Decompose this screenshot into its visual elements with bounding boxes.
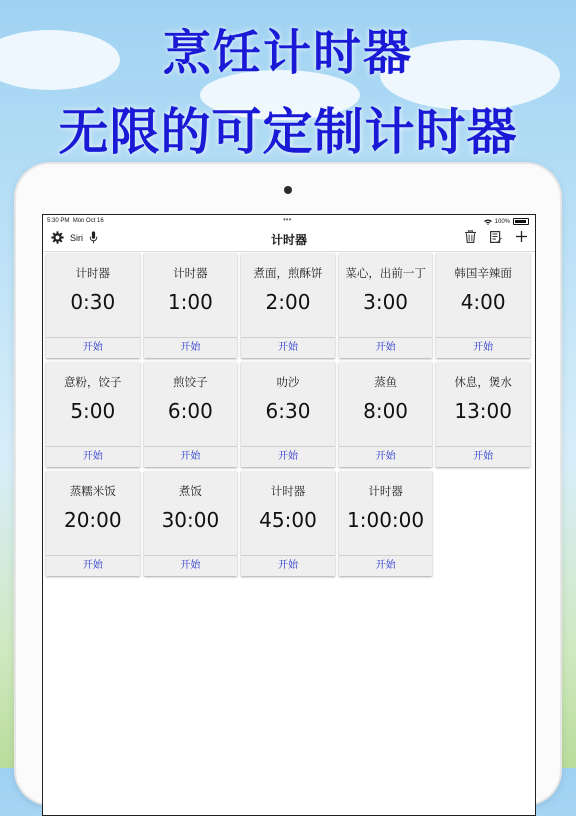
start-button[interactable]: 开始 <box>339 337 433 358</box>
camera-icon <box>284 186 292 194</box>
timer-card[interactable] <box>436 362 530 467</box>
timer-duration: 8:00 <box>363 399 409 423</box>
timer-card[interactable] <box>46 362 140 467</box>
status-time-date <box>47 218 104 224</box>
timer-duration: 0:30 <box>70 290 116 314</box>
timer-duration: 2:00 <box>265 290 311 314</box>
ipad-frame <box>16 164 560 804</box>
siri-label[interactable]: Siri <box>70 232 83 243</box>
timer-name: 计时器 <box>75 266 111 280</box>
nav-right-group <box>465 230 527 243</box>
timer-duration: 4:00 <box>460 290 506 314</box>
battery-icon <box>513 218 529 225</box>
timer-duration: 3:00 <box>363 290 409 314</box>
start-button[interactable]: 开始 <box>339 555 433 576</box>
timer-card[interactable] <box>241 471 335 576</box>
timer-duration: 6:30 <box>265 399 311 423</box>
timer-name: 休息，煲水 <box>454 375 512 389</box>
timer-name: 煎饺子 <box>173 375 208 389</box>
timer-duration: 45:00 <box>259 508 317 532</box>
timer-card[interactable] <box>339 471 433 576</box>
edit-icon[interactable] <box>490 231 502 243</box>
status-date: Mon Oct 16 <box>72 218 104 224</box>
start-button[interactable]: 开始 <box>241 446 335 467</box>
nav-bar <box>43 227 535 252</box>
timer-name: 韩国辛辣面 <box>454 266 512 280</box>
timer-card[interactable] <box>241 362 335 467</box>
timer-duration: 5:00 <box>70 399 116 423</box>
start-button[interactable]: 开始 <box>46 555 140 576</box>
promo-subtitle: 无限的可定制计时器 <box>58 103 518 161</box>
start-button[interactable]: 开始 <box>144 337 238 358</box>
start-button[interactable]: 开始 <box>46 337 140 358</box>
timer-name: 蒸糯米饭 <box>69 484 116 498</box>
start-button[interactable]: 开始 <box>241 555 335 576</box>
timer-card[interactable] <box>144 253 238 358</box>
page-title: 计时器 <box>270 233 307 247</box>
promo-title: 烹饪计时器 <box>162 25 413 81</box>
plus-icon[interactable] <box>516 231 527 242</box>
start-button[interactable]: 开始 <box>241 337 335 358</box>
app-screen <box>42 214 536 816</box>
status-right <box>484 218 529 225</box>
status-bar <box>43 215 535 227</box>
timer-name: 煮面，煎酥饼 <box>253 266 323 280</box>
timer-card[interactable] <box>144 471 238 576</box>
start-button[interactable]: 开始 <box>339 446 433 467</box>
timer-grid <box>46 253 530 576</box>
status-time: 5:30 PM <box>47 218 70 224</box>
timer-name: 菜心，出前一丁 <box>345 266 426 280</box>
start-button[interactable]: 开始 <box>436 446 530 467</box>
timer-card[interactable] <box>436 253 530 358</box>
timer-duration: 20:00 <box>63 508 122 532</box>
start-button[interactable]: 开始 <box>144 446 238 467</box>
trash-icon[interactable] <box>465 230 476 243</box>
start-button[interactable]: 开始 <box>46 446 140 467</box>
timer-duration: 30:00 <box>161 508 220 532</box>
timer-duration: 1:00 <box>167 290 213 314</box>
timer-name: 煮饭 <box>178 484 202 498</box>
wifi-icon <box>484 219 492 225</box>
timer-name: 蒸鱼 <box>374 375 398 389</box>
timer-duration: 6:00 <box>167 399 213 423</box>
timer-name: 意粉，饺子 <box>64 375 122 389</box>
timer-name: 计时器 <box>270 484 306 498</box>
timer-duration: 13:00 <box>454 399 512 423</box>
timer-card[interactable] <box>144 362 238 467</box>
timer-card[interactable] <box>339 253 433 358</box>
timer-name: 计时器 <box>173 266 208 280</box>
multitasking-dots-icon[interactable]: ••• <box>283 215 292 224</box>
start-button[interactable]: 开始 <box>436 337 530 358</box>
timer-name: 计时器 <box>368 484 403 498</box>
timer-card[interactable] <box>241 253 335 358</box>
timer-card[interactable] <box>339 362 433 467</box>
timer-duration: 1:00:00 <box>347 508 425 532</box>
battery-percent: 100% <box>494 218 510 225</box>
timer-card[interactable] <box>46 471 140 576</box>
timer-name: 叻沙 <box>276 375 300 389</box>
start-button[interactable]: 开始 <box>144 555 238 576</box>
timer-card[interactable] <box>46 253 140 358</box>
